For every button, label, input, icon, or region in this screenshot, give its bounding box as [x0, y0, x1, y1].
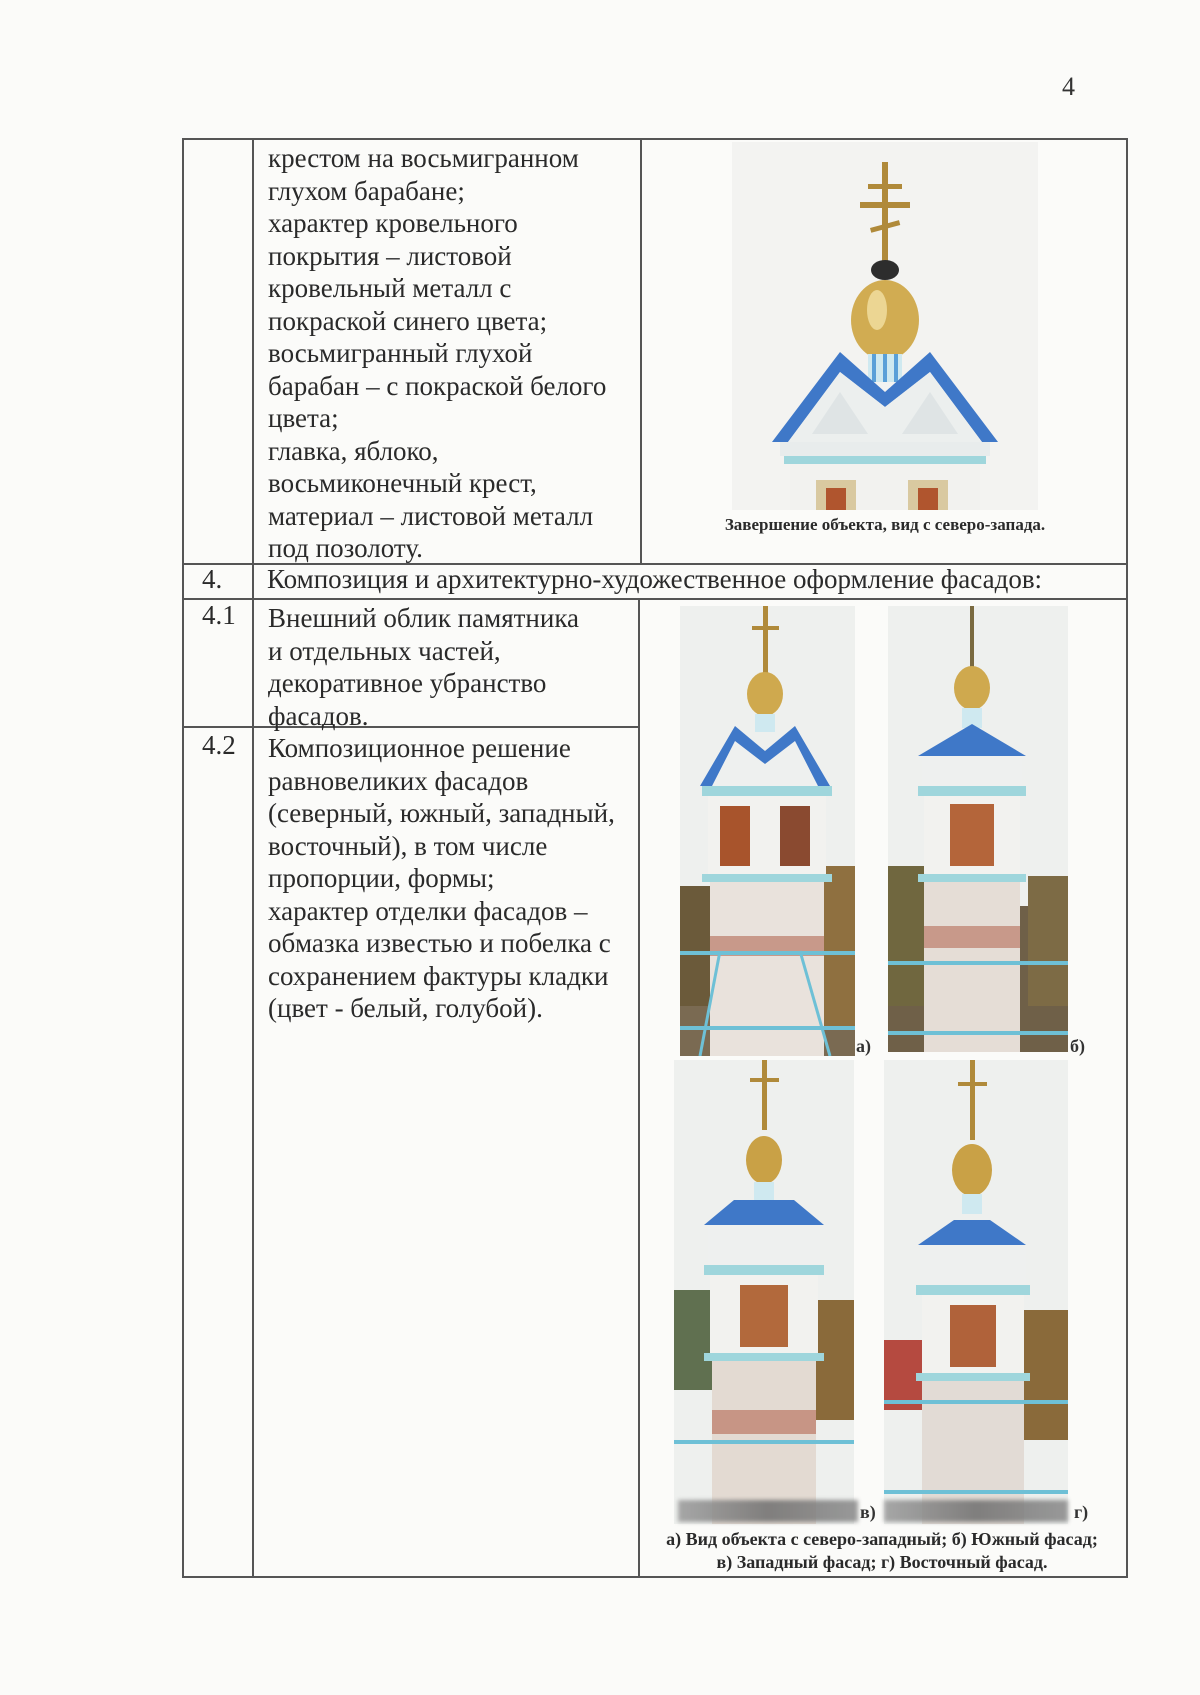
- facades-caption-line2: в) Западный фасад; г) Восточный фасад.: [716, 1552, 1048, 1572]
- top-photo: [732, 142, 1038, 510]
- redacted-strip-g: [884, 1500, 1068, 1522]
- photo-label-v: в): [860, 1502, 876, 1522]
- table-border-top: [182, 138, 1128, 140]
- table-border-right: [1126, 138, 1128, 1578]
- photo-label-g: г): [1074, 1502, 1089, 1522]
- row-4-1-description: Внешний облик памятника и отдельных частей, декоративное убранство фасадов.: [268, 603, 580, 731]
- redacted-strip-v: [678, 1500, 858, 1522]
- table-border-bottom: [182, 1576, 1128, 1578]
- col-sep-photo-bottom: [638, 600, 640, 1578]
- col-sep-photo-top: [640, 138, 642, 564]
- page-number: 4: [1062, 72, 1075, 101]
- row-sep-2: [182, 598, 1128, 600]
- facade-photo-g: [884, 1060, 1068, 1524]
- facade-photo-a: [680, 606, 855, 1056]
- facades-caption-line1: а) Вид объекта с северо-западный; б) Южный фасад;: [666, 1529, 1098, 1549]
- section-4-number: 4.: [202, 564, 223, 594]
- photo-label-b: б): [1070, 1036, 1085, 1056]
- top-photo-caption: Завершение объекта, вид с северо-запада.: [724, 515, 1046, 534]
- col-sep-number: [252, 138, 254, 1578]
- facade-photo-b: [888, 606, 1068, 1052]
- row-4-2-description: Композиционное решение равновеликих фасадов (северный, южный, западный, восточный), в том числе пропорции, формы; характер отделки фасадов – обмазка известью и побелка с сохранением фактуры кладки (цвет - белый, голубой).: [268, 733, 615, 1023]
- facade-photo-v: [674, 1060, 854, 1524]
- row-4-2-number: 4.2: [202, 730, 236, 760]
- photo-label-a: а): [856, 1036, 871, 1056]
- top-row-description: крестом на восьмигранном глухом барабане; характер кровельного покрытия – листовой кровельный металл с покраской синего цвета; восьмигранный глухой барабан – с покраской белого цвета; главка, яблоко, восьмиконечный крест, материал – листовой металл под позолоту.: [268, 143, 607, 563]
- table-border-left: [182, 138, 184, 1578]
- section-4-title: Композиция и архитектурно-художественное оформление фасадов:: [267, 564, 1043, 594]
- row-4-1-number: 4.1: [202, 600, 236, 630]
